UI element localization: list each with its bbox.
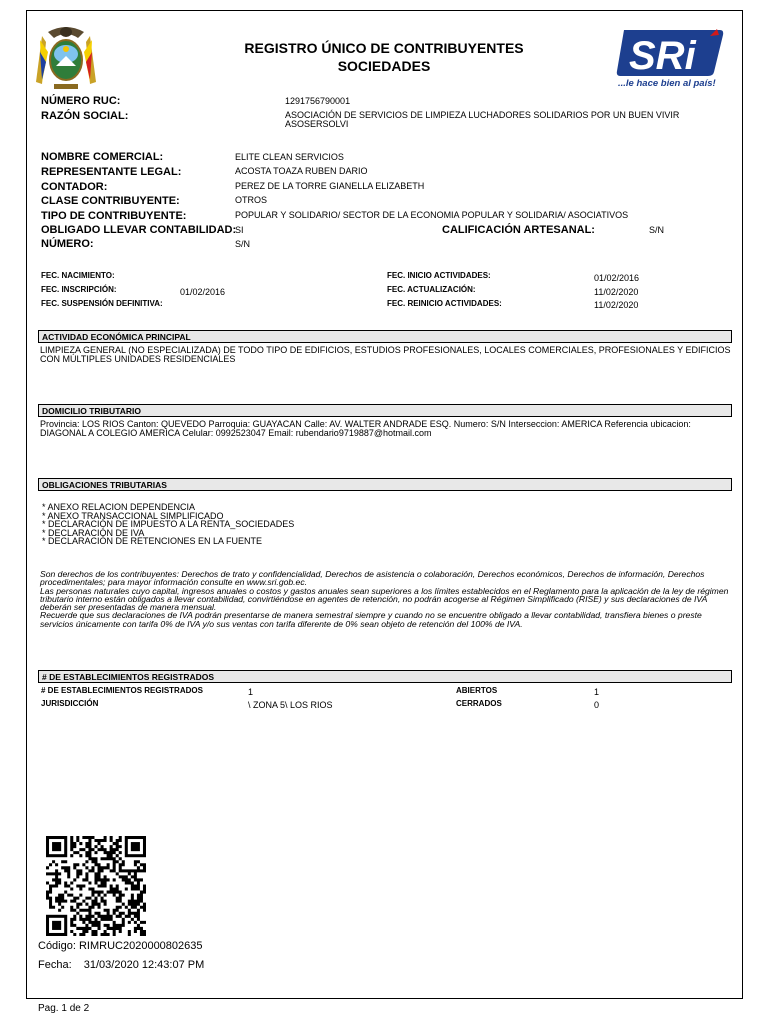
fec-nacimiento-label: FEC. NACIMIENTO: — [41, 271, 115, 280]
representante-value: ACOSTA TOAZA RUBEN DARIO — [235, 166, 368, 176]
actividad-text: LIMPIEZA GENERAL (NO ESPECIALIZADA) DE TODO TIPO DE EDIFICIOS, ESTUDIOS PROFESIONALES, LOCALES COMERCIALES, PROFESIONALES Y EDIFICIOS CON MÚLTIPLES UNIDADES RESIDENCIALES — [40, 345, 731, 364]
cerrados-value: 0 — [594, 700, 600, 710]
razon-social-value-line2: ASOSERSOLVI — [285, 119, 349, 129]
fec-inicio-value: 01/02/2016 — [594, 273, 640, 283]
obligado-value: SI — [235, 225, 244, 235]
obligaciones-heading: OBLIGACIONES TRIBUTARIAS — [38, 478, 732, 491]
codigo-value: RIMRUC2020000802635 — [78, 940, 203, 952]
derechos-notice — [40, 570, 732, 628]
sri-logo-mark — [616, 26, 728, 78]
document-title-line2: SOCIEDADES — [337, 58, 431, 74]
tipo-label: TIPO DE CONTRIBUYENTE: — [41, 210, 187, 222]
fec-reinicio-value: 11/02/2020 — [594, 300, 639, 310]
numero-ruc-label: NÚMERO RUC: — [41, 95, 121, 107]
codigo-label: Código: — [38, 940, 76, 952]
razon-social-label: RAZÓN SOCIAL: — [41, 110, 129, 122]
calificacion-label: CALIFICACIÓN ARTESANAL: — [442, 224, 595, 236]
obligacion-item: * DECLARACIÓN DE IVA — [42, 527, 145, 538]
fec-suspension-label: FEC. SUSPENSIÓN DEFINITIVA: — [41, 299, 163, 308]
establecimientos-heading: # DE ESTABLECIMIENTOS REGISTRADOS — [38, 670, 732, 683]
codigo-line — [38, 940, 203, 952]
obligaciones-list — [42, 503, 294, 546]
qr-finder-pattern — [46, 915, 67, 936]
derechos-paragraph-2: Las personas naturales cuyo capital, ingresos anuales o costos y gastos anuales sean superiores a los límites establecidos en el Reglamento para la aplicación de la ley de régimen tributario interno están obligados a llevar contabilidad, convirtiéndose en agentes de retención, no podrán acogerse al Régimen Simplificado (RISE) y sus declaraciones de IVA deberán ser presentadas de manera mensual. — [40, 585, 729, 613]
fec-inicio-label: FEC. INICIO ACTIVIDADES: — [387, 271, 491, 280]
nombre-comercial-label: NOMBRE COMERCIAL: — [41, 151, 164, 163]
tipo-value: POPULAR Y SOLIDARIO/ SECTOR DE LA ECONOMIA POPULAR Y SOLIDARIA/ ASOCIATIVOS — [235, 210, 629, 220]
establecimientos-registrados-value: 1 — [248, 687, 254, 697]
establecimientos-registrados-label: # DE ESTABLECIMIENTOS REGISTRADOS — [41, 686, 203, 695]
contador-value: PEREZ DE LA TORRE GIANELLA ELIZABETH — [235, 181, 425, 191]
fec-reinicio-label: FEC. REINICIO ACTIVIDADES: — [387, 299, 502, 308]
page-number: Pag. 1 de 2 — [38, 1003, 90, 1014]
abiertos-label: ABIERTOS — [456, 686, 498, 695]
obligado-label: OBLIGADO LLEVAR CONTABILIDAD: — [41, 224, 237, 236]
sri-logo — [616, 26, 728, 92]
qr-finder-pattern — [46, 836, 67, 857]
fec-inscripcion-label: FEC. INSCRIPCIÓN: — [41, 285, 117, 294]
jurisdiccion-label: JURISDICCIÓN — [41, 699, 99, 708]
fec-inscripcion-value: 01/02/2016 — [180, 287, 226, 297]
jurisdiccion-value: \ ZONA 5\ LOS RIOS — [248, 700, 333, 710]
fecha-value: 31/03/2020 12:43:07 PM — [83, 959, 205, 971]
sri-slogan: ...le hace bien al país! — [618, 78, 716, 89]
qr-code-image — [46, 836, 146, 936]
numero-value: S/N — [235, 239, 251, 249]
calificacion-value: S/N — [649, 225, 665, 235]
qr-code — [46, 836, 146, 936]
coat-of-arms-emblem — [32, 22, 100, 94]
contador-label: CONTADOR: — [41, 181, 108, 193]
cerrados-label: CERRADOS — [456, 699, 502, 708]
fec-actualizacion-label: FEC. ACTUALIZACIÓN: — [387, 285, 476, 294]
derechos-paragraph-3: Recuerde que sus declaraciones de IVA podrán presentarse de manera semestral siempre y cuando no se encuentre obligado a llevar contabilidad, transfiera bienes o preste servicios únicamente con tarifa 0% de IVA y/o sus ventas con tarifa diferente de 0% sean objeto de retención del 100% de IVA. — [40, 610, 702, 629]
actividad-heading: ACTIVIDAD ECONÓMICA PRINCIPAL — [38, 330, 732, 343]
document-title-line1: REGISTRO ÚNICO DE CONTRIBUYENTES — [244, 40, 524, 56]
clase-label: CLASE CONTRIBUYENTE: — [41, 195, 180, 207]
fecha-label: Fecha: — [38, 959, 72, 971]
razon-social-value-line1: ASOCIACIÓN DE SERVICIOS DE LIMPIEZA LUCHADORES SOLIDARIOS POR UN BUEN VIVIR — [285, 110, 680, 120]
qr-finder-pattern — [125, 836, 146, 857]
fecha-line — [38, 959, 204, 971]
abiertos-value: 1 — [594, 687, 600, 697]
sri-logo-text: SRi — [629, 34, 696, 78]
obligacion-item: * DECLARACIÓN DE IMPUESTO A LA RENTA_SOCIEDADES — [42, 519, 295, 530]
nombre-comercial-value: ELITE CLEAN SERVICIOS — [235, 152, 344, 162]
clase-value: OTROS — [235, 195, 268, 205]
obligacion-item: * ANEXO TRANSACCIONAL SIMPLIFICADO — [42, 510, 224, 521]
representante-label: REPRESENTANTE LEGAL: — [41, 166, 182, 178]
domicilio-heading: DOMICILIO TRIBUTARIO — [38, 404, 732, 417]
fec-actualizacion-value: 11/02/2020 — [594, 287, 639, 297]
numero-ruc-value: 1291756790001 — [285, 96, 351, 106]
obligacion-item: * ANEXO RELACION DEPENDENCIA — [42, 502, 196, 512]
domicilio-text: Provincia: LOS RIOS Canton: QUEVEDO Parroquia: GUAYACAN Calle: AV. WALTER ANDRADE ESQ. Numero: S/N Interseccion: AMERICA Referencia ubicacion: DIAGONAL A COLEGIO AMERICA Celular: 0992523047 Email: rubendario9719887@hotmail.com — [40, 419, 691, 438]
numero-label: NÚMERO: — [41, 238, 94, 250]
obligacion-item: * DECLARACIÓN DE RETENCIONES EN LA FUENTE — [42, 536, 263, 547]
derechos-paragraph-1: Son derechos de los contribuyentes: Derechos de trato y confidencialidad, Derechos de asistencia o colaboración, Derechos económicos, Derechos de información, Derechos procedimentales; para mayor información consulte en www.sri.gob.ec. — [40, 569, 705, 588]
